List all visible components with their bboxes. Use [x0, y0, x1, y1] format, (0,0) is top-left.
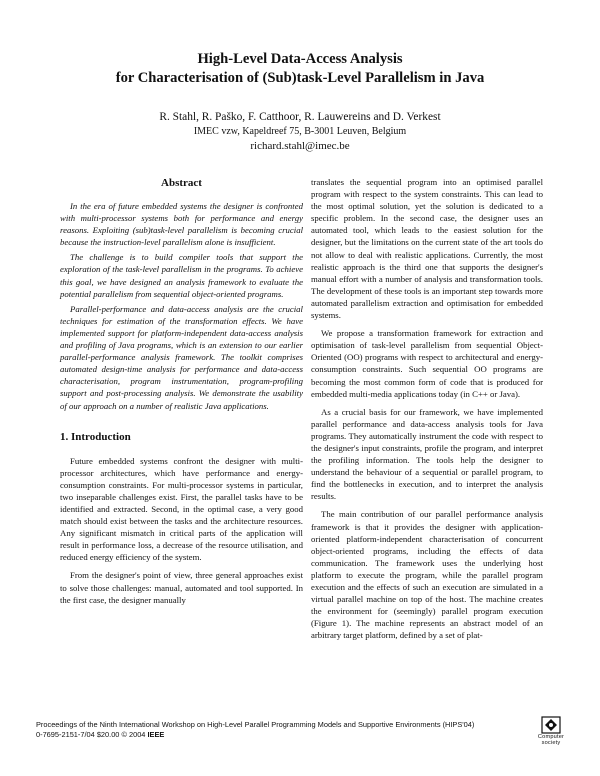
computer-society-logo: [526, 716, 576, 756]
abstract-paragraph: The challenge is to build compiler tools that support the exploration of the task-level parallelism in the programs. To achieve this goal, we have designed an analysis framework to evaluate the potential parallelism from sequential object-oriented programs.: [60, 252, 303, 299]
copyright-line: [36, 730, 516, 740]
email-link[interactable]: richard.stahl@imec.be: [250, 140, 350, 152]
abstract-paragraph: Parallel-performance and data-access analysis are the crucial techniques for estimation of the transformation effects. We have implemented support for platform-independent data-access analysis and profiling of Java programs, which is an extension to our earlier parallel-performance analysis framework. The toolkit comprises automated design-time analysis for performance and data-access characterisation, program instrumentation, program-profiling support and post-processing analysis. We demonstrate the usability of our approach on a number of realistic Java applications.: [60, 303, 303, 411]
authors: R. Stahl, R. Paško, F. Catthoor, R. Lauwereins and D. Verkest: [159, 111, 441, 123]
body-paragraph: Future embedded systems confront the designer with multi-processor architectures, which have performance and energy-consumption constraints. For multi-processor systems in particular, two inseparable challenges exist. First, the parallel tasks have to be identified and extracted. Second, in the optimal case, a very good match should exist between the tasks and the architecture resources. Any significant mismatch in critical parts of the application will result in performance loss, a decrease of the resource utilisation, and reduced energy efficiency of the system.: [60, 455, 303, 563]
abstract-section: [60, 176, 303, 412]
body-paragraph: We propose a transformation framework for extraction and optimisation of task-level parallelism from sequential Object-Oriented (OO) programs with respect to architectural and energy-consumption constraints. Such sequential OO programs are becoming the most common form of code that is produced for embedded multi-media applications today (in C++ or Java).: [311, 328, 543, 399]
affiliation: IMEC vzw, Kapeldreef 75, B-3001 Leuven, Belgium: [193, 126, 407, 137]
paper-title-line1: High-Level Data-Access Analysis: [197, 51, 403, 67]
abstract-paragraph: In the era of future embedded systems the designer is confronted with multi-processor systems both for performance and energy reasons. Exploiting (sub)task-level parallelism is becoming crucial because the instruction-level parallelism alone is insufficient.: [60, 201, 303, 248]
proceedings-line: Proceedings of the Ninth International Workshop on High-Level Parallel Programming Models and Supportive Environments (HIPS'04): [36, 720, 475, 729]
left-column: [60, 176, 303, 612]
ieee-mark: IEEE: [147, 730, 165, 739]
logo-text-line1: Computer: [537, 734, 565, 740]
introduction-heading: 1. Introduction: [60, 430, 131, 443]
right-column: [311, 176, 543, 647]
body-paragraph: From the designer's point of view, three general approaches exist to solve those challenges: manual, automated and tool supported. In the first case, the designer manually: [60, 570, 303, 605]
abstract-heading: Abstract: [161, 177, 202, 189]
body-paragraph: The main contribution of our parallel performance analysis framework is that it provides the designer with application-oriented platform-independent characterisation of concurrent object-oriented programs, including the effects of data communication. The framework uses the underlying host platform to execute the program, while the parallel program execution and the effects of such an execution are simulated in a virtual parallel machine on top of the host. The machine creates the environment for (seemingly) parallel program execution (Figure 1). The machine represents an abstract model of an arbitrary target platform, defined by a set of plat-: [311, 509, 543, 641]
body-paragraph: translates the sequential program into an optimised parallel program with respect to the system constraints. This can lead to the most optimal solution, yet the solution is dedicated to a specific problem. In the second case, the designer uses an automated tool, which leads to the easiest solution for the designer, but the limitations on the current state of the art tools do not allow to deal with realistic applications. Currently, the most realistic approach is the third one that supports the designer's manual effort with a number of analysis and transformation tools. The development of these tools is an important step towards more automated parallelism extraction and optimisation for embedded systems.: [311, 177, 543, 321]
computer-society-icon: [541, 716, 561, 734]
paper-title-line2: for Characterisation of (Sub)task-Level Parallelism in Java: [115, 70, 485, 86]
body-paragraph: As a crucial basis for our framework, we have implemented parallel performance and data-access analysis tools for Java programs. They automatically instrument the code with respect to the designer's input constraints, profile the program, and interpret the profiling information. The tools help the designer to understand the behaviour of a sequential or parallel program, to find the bottlenecks in execution, and to interpret the analysis results.: [311, 406, 543, 502]
isbn-copyright: 0-7695-2151-7/04 $20.00 © 2004: [36, 730, 146, 739]
page-footer: [36, 720, 516, 740]
logo-text-line2: society: [541, 740, 561, 747]
